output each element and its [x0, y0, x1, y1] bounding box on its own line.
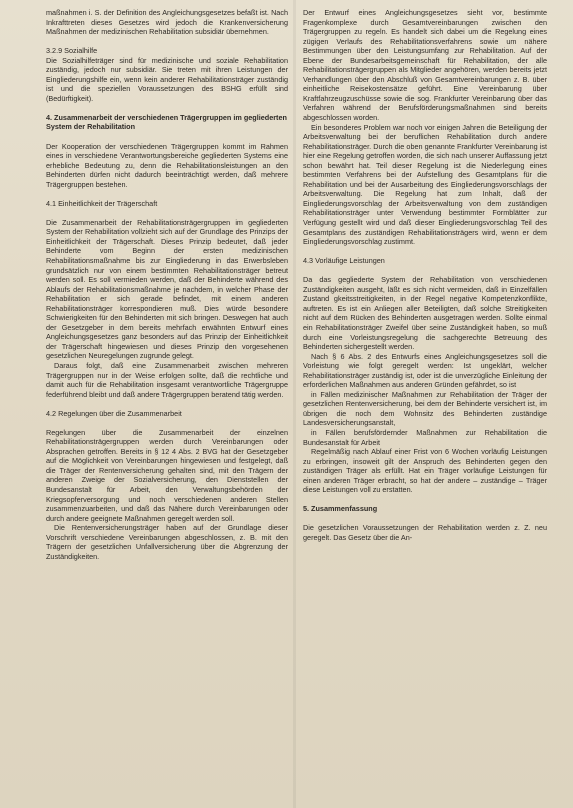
body-paragraph: in Fällen berufsfördernder Maßnahmen zur Rehabilitation die Bundesanstalt für Arbeit — [303, 427, 547, 447]
paragraph-gap — [46, 418, 288, 428]
section-heading: 4.3 Vorläufige Leistungen — [303, 256, 385, 266]
section-heading: 4.1 Einheitlichkeit der Trägerschaft — [46, 198, 158, 208]
body-paragraph: Die Zusammenarbeit der Rehabilitationsträgergruppen im gegliederten System der Rehabilitation vollzieht sich auf der Grundlage des Prinzips der Einheitlichkeit der Trägerschaft. Dieses Prinzip bedeutet, daß jeder Behinderte vom Beginn der ersten medizinischen Rehabilitationsmaßnahme bis zur Eingliederung in das Erwerbsleben grundsätzlich nur von einem bestimmten Rehabilitationsträger betreut werden soll. Es soll vermieden werden, daß der Behinderte während des Ablaufs der Rehabilitationsmaßnahme je nachdem, in welcher Phase der Rehabilitation er sich gerade befindet, mit einem anderen Rehabilitationsträger korrespondieren muß. Dies würde besondere Schwierigkeiten für den Behinderten mit sich bringen. Deswegen hat auch der Gesetzgeber in dem bereits mehrfach erwähnten Entwurf eines Angleichungsgesetzes ganz besonders auf das Prinzip der Einheitlichkeit der Trägerschaft hingewiesen und dieses Prinzip den vorgesehenen gesetzlichen Neuregelungen zugrunde gelegt. — [46, 217, 288, 361]
body-paragraph: Daraus folgt, daß eine Zusammenarbeit zwischen mehreren Trägergruppen nur in der Weise erfolgen sollte, daß die rechtliche und damit auch für die Rehabilitation insgesamt verantwortliche Trägergruppe federführend bleibt und daß andere Trägergruppen beratend tätig werden. — [46, 361, 288, 399]
section-heading: 4. Zusammenarbeit der verschiedenen Trägergruppen im gegliederten System der Rehabilitation — [46, 112, 287, 132]
body-paragraph: Der Kooperation der verschiedenen Trägergruppen kommt im Rahmen eines in verschiedene Verantwortungsbereiche gegliederten Systems eine erhebliche Bedeutung zu, denn die Rehabilitationsleistungen an den Behinderten dürfen nicht dadurch beeinträchtigt werden, daß mehrere Trägergruppen bestehen. — [46, 141, 288, 189]
body-paragraph: Die Sozialhilfeträger sind für medizinische und soziale Rehabilitation zuständig, jedoch nur subsidiär. Sie treten mit ihren Leistungen der Eingliederungshilfe ein, wenn kein anderer Rehabilitationsträger zuständig ist und die speziellen Voraussetzungen des BSHG erfüllt sind (Bedürftigkeit). — [46, 55, 288, 103]
paragraph-gap — [46, 208, 288, 218]
right-text-column — [303, 8, 547, 542]
page-gutter-shadow — [293, 0, 296, 808]
paragraph-gap — [46, 399, 288, 409]
paragraph-gap — [46, 103, 288, 113]
paragraph-gap — [46, 132, 288, 142]
section-heading: 5. Zusammenfassung — [303, 504, 378, 514]
body-paragraph: Nach § 6 Abs. 2 des Entwurfs eines Angleichungsgesetzes soll die Vorleistung wie folgt geregelt werden: Ist ungeklärt, welcher Rehabilitationsträger zuständig ist, oder ist die unverzügliche Einleitung der erforderlichen Maßnahmen aus anderen Gründen gefährdet, so ist — [303, 351, 547, 390]
body-paragraph: Regelungen über die Zusammenarbeit der einzelnen Rehabilitationsträgergruppen werden durch Vereinbarungen oder Absprachen getroffen. Bereits in § 12 4 Abs. 2 BVG hat der Gesetzgeber auf die Möglichkeit von Vereinbarungen hingewiesen und festgelegt, daß die Träger der Rentenversicherung gehalten sind, mit den Trägern der anderen Zweige der Sozialversicherung, den Dienststellen der Bundesanstalt für Arbeit, den Verwaltungsbehörden der Kriegsopferversorgung und noch verschiedenen anderen Stellen zusammenzuarbeiten, und daß das Nähere durch Vereinbarungen oder durch andere geeignete Maßnahmen geregelt werden soll. — [46, 427, 288, 523]
body-paragraph: in Fällen medizinischer Maßnahmen zur Rehabilitation der Träger der gesetzlichen Rentenversicherung, bei dem der Behinderte versichert ist, im übrigen die noch dem Wohnsitz des Behinderten zuständige Landesversicherungsanstalt, — [303, 389, 547, 428]
body-paragraph: Regelmäßig nach Ablauf einer Frist von 6 Wochen vorläufig Leistungen zu erbringen, insoweit gilt der Anspruch des Behinderten gegen den zuständigen Träger als erfüllt. Hat ein Träger vorläufige Leistungen für einen anderen Träger erbracht, so hat der andere – zuständige – Träger diese Leistungen voll zu erstatten. — [303, 447, 547, 495]
left-text-column — [46, 8, 288, 561]
paragraph-gap — [46, 189, 288, 199]
section-heading: 3.2.9 Sozialhilfe — [46, 46, 98, 56]
paragraph-gap — [46, 37, 288, 47]
body-paragraph: Da das gegliederte System der Rehabilitation von verschiedenen Zuständigkeiten ausgeht, läßt es sich nicht vermeiden, daß in Einzelfällen Zustand gkeitsstreitigkeiten, in der Regel negative Kompetenzkonflikte, auftreten. Es ist ein Anliegen aller Beteiligten, daß solche Streitigkeiten nicht auf dem Rücken des Behinderten ausgetragen werden. Sollte einmal ein Rehabilitationsträger Zweifel über seine Zuständigkeit haben, so muß durch eine Vorleistungsregelung die sachgerechte Betreuung des Behinderten sichergestellt werden. — [303, 275, 547, 352]
paragraph-gap — [303, 266, 547, 276]
body-paragraph: maßnahmen i. S. der Definition des Angleichungsgesetzes befaßt ist. Nach Inkrafttreten dieses Gesetzes wird jedoch die Krankenversicherung Maßnahmen der medizinischen Rehabilitation subsidiär übernehmen. — [46, 8, 288, 37]
body-paragraph: Die gesetzlichen Voraussetzungen der Rehabilitation werden z. Z. neu geregelt. Das Gesetz über die An- — [303, 523, 547, 542]
paragraph-gap — [303, 247, 547, 257]
paragraph-gap — [303, 495, 547, 505]
paragraph-gap — [303, 514, 547, 524]
body-paragraph: Die Rentenversicherungsträger haben auf der Grundlage dieser Vorschrift verschiedene Vereinbarungen abgeschlossen, z. B. mit den Trägern der gesetzlichen Unfallversicherung über die Abgrenzung der Zuständigkeiten. — [46, 523, 288, 561]
section-heading: 4.2 Regelungen über die Zusammenarbeit — [46, 408, 182, 418]
body-paragraph: Der Entwurf eines Angleichungsgesetzes sieht vor, bestimmte Fragenkomplexe durch Gesamtvereinbarungen zwischen den Trägergruppen zu regeln. Es handelt sich dabei um die Regelung eines zügigen Verlaufs des Rehabilitationsverfahrens sowie um nähere Bestimmungen über den Leistungsumfang zur Rehabilitation. Auf der Ebene der Bundesarbeitsgemeinschaft für Rehabilitation, der alle Rehabilitationsträgergruppen als Mitglieder angehören, werden bereits jetzt Verhandlungen über den Abschluß von Gesamtvereinbarungen z. B. über einheitliche Reisekostensätze geführt. Eine Vereinbarung über Kraftfahrzeugzuschüsse sowie die sog. Frankfurter Vereinbarung über das Verfahren während der Berufsförderungsmaßnahmen sind bereits abgeschlossen worden. — [303, 8, 547, 123]
body-paragraph: Ein besonderes Problem war noch vor einigen Jahren die Beteiligung der Arbeitsverwaltung bei der beruflichen Rehabilitation durch andere Rehabilitationsträger. Durch die oben genannte Frankfurter Vereinbarung ist hier eine Regelung getroffen worden, die sich nach unserer Auffassung jetzt schon bewährt hat. Teil dieser Regelung ist die Niederlegung eines bestimmten Verfahrens bei der Aufstellung des Gesamtplans für die Rehabilitation und bei der Ausarbeitung des Eingliederungsvorschlags der Arbeitsverwaltung. Die Regelung hat zum Inhalt, daß der Eingliederungsvorschlag der Arbeitsverwaltung von dem zuständigen Rehabilitationsträger unter Verwendung bestimmter Formblätter zur Verfügung gestellt wird und daß dieser Eingliederungsvorschlag Teil des Gesamtplans des zuständigen Rehabilitationsträgers wird, wenn er dem Eingliederungsvorschlag zustimmt. — [303, 122, 547, 247]
